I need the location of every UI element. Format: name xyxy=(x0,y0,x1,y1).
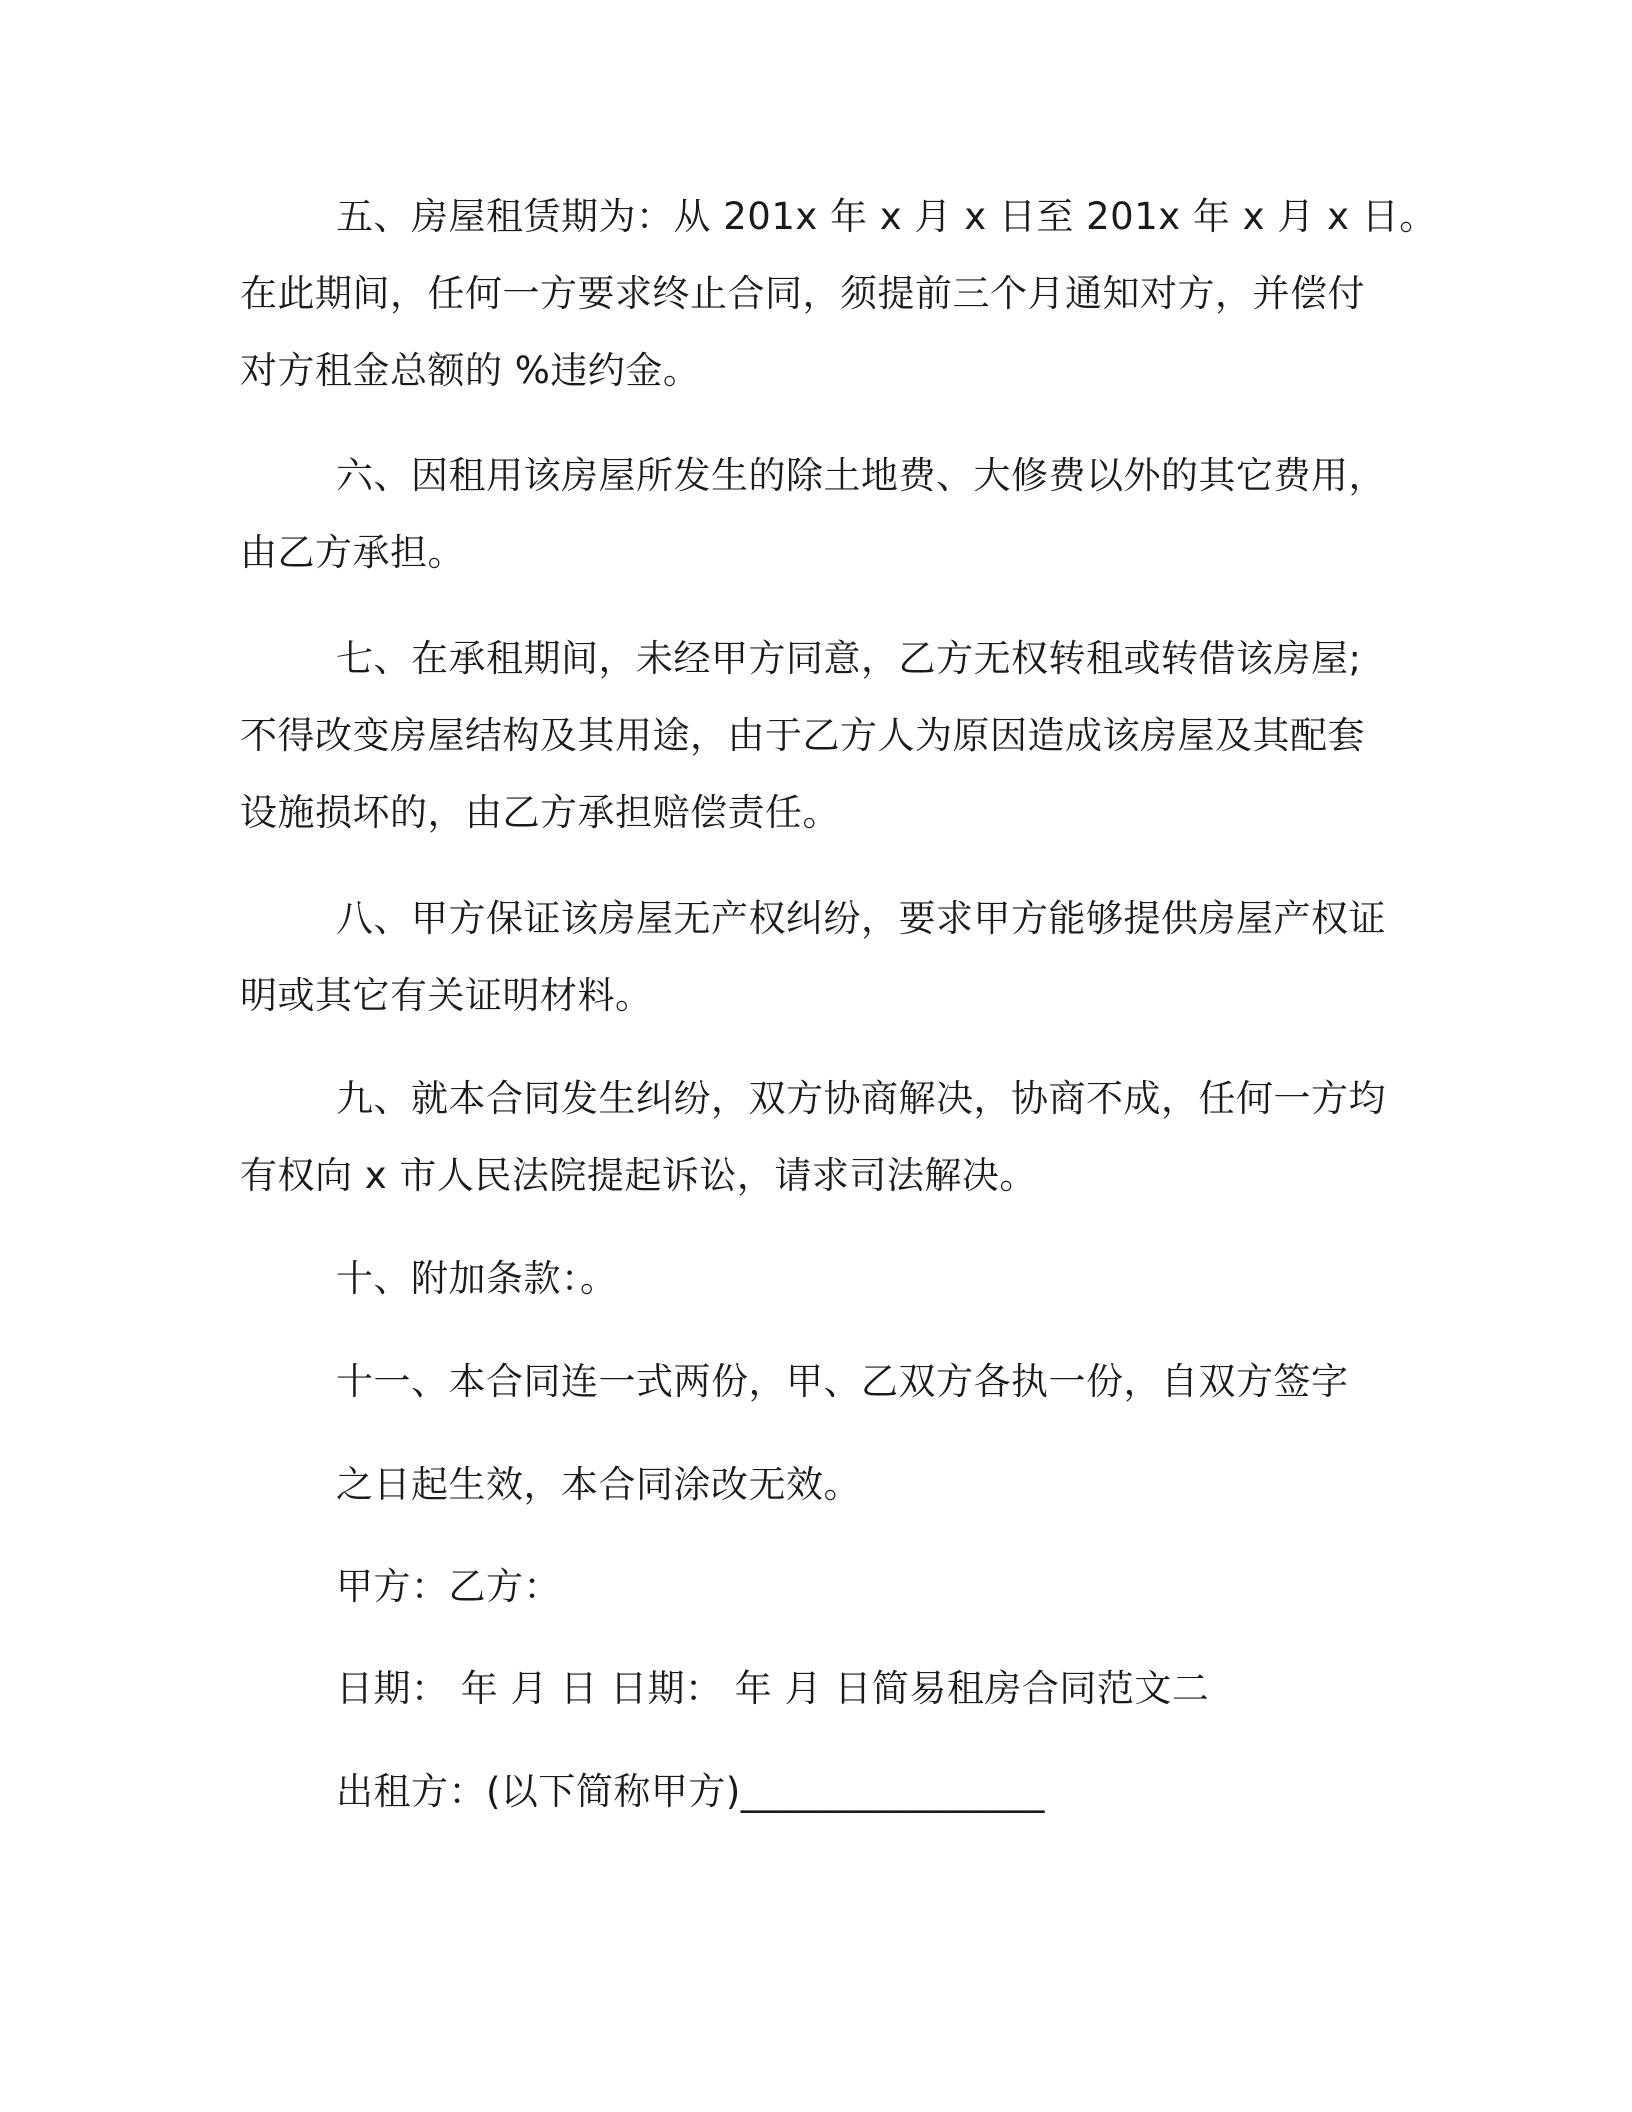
signature-dates: 日期： 年 月 日 日期： 年 月 日简易租房合同范文二 xyxy=(336,1667,1210,1710)
clause-9-line-2: 有权向 x 市人民法院提起诉讼，请求司法解决。 xyxy=(240,1154,1037,1197)
clause-8-line-1: 八、甲方保证该房屋无产权纠纷，要求甲方能够提供房屋产权证 xyxy=(336,897,1386,940)
clause-5 xyxy=(240,178,1437,409)
clause-6-line-1: 六、因租用该房屋所发生的除土地费、大修费以外的其它费用， xyxy=(336,454,1386,497)
clause-7-line-2: 不得改变房屋结构及其用途，由于乙方人为原因造成该房屋及其配套 xyxy=(240,714,1365,757)
clause-7 xyxy=(240,620,1380,851)
clause-5-line-1: 五、房屋租赁期为：从 201x 年 x 月 x 日至 201x 年 x 月 x 日。 xyxy=(336,195,1437,238)
clause-9 xyxy=(240,1060,1386,1214)
clause-7-line-3: 设施损坏的，由乙方承担赔偿责任。 xyxy=(240,791,840,834)
clause-9-line-1: 九、就本合同发生纠纷，双方协商解决，协商不成，任何一方均 xyxy=(336,1077,1386,1120)
clause-5-line-3: 对方租金总额的 %违约金。 xyxy=(240,349,701,392)
clause-6 xyxy=(240,437,1386,591)
clause-7-line-1: 七、在承租期间，未经甲方同意，乙方无权转租或转借该房屋; xyxy=(336,637,1362,680)
clause-10: 十、附加条款：。 xyxy=(336,1257,618,1300)
clause-6-line-2: 由乙方承担。 xyxy=(240,531,465,574)
signature-parties: 甲方：乙方： xyxy=(336,1565,561,1608)
clause-11-line-2: 之日起生效，本合同涂改无效。 xyxy=(336,1463,861,1506)
lessor-line: 出租方：(以下简称甲方)________________ xyxy=(336,1770,1045,1813)
clause-8-line-2: 明或其它有关证明材料。 xyxy=(240,974,653,1017)
clause-11-line-1: 十一、本合同连一式两份，甲、乙双方各执一份，自双方签字 xyxy=(336,1360,1349,1403)
clause-5-line-2: 在此期间，任何一方要求终止合同，须提前三个月通知对方，并偿付 xyxy=(240,272,1365,315)
clause-8 xyxy=(240,880,1386,1034)
